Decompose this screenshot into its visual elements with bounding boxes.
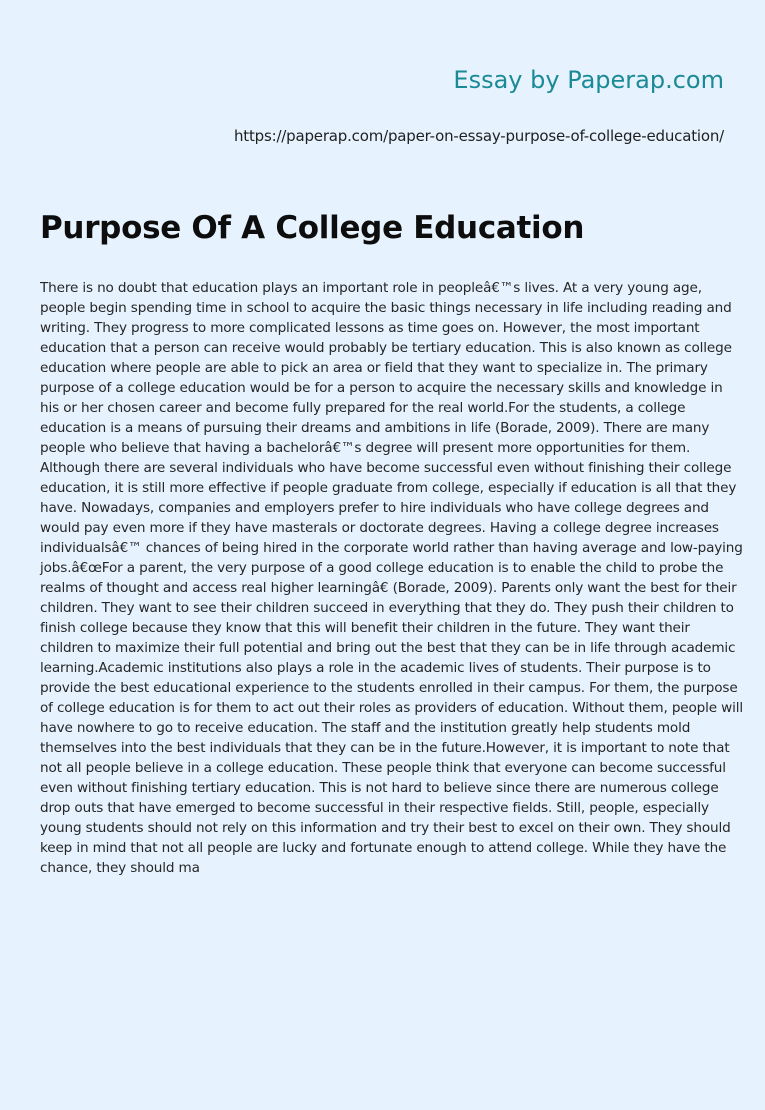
page-title: Purpose Of A College Education — [40, 210, 585, 246]
essay-line: education, it is still more effective if people graduate from college, especially if education is all that they — [40, 480, 737, 496]
essay-line: of college education is for them to act out their roles as providers of education. Without them, people will — [40, 700, 744, 716]
essay-line: his or her chosen career and become fully prepared for the real world.For the students, a college — [40, 400, 686, 416]
essay-line: people begin spending time in school to acquire the basic things necessary in life including reading and — [40, 300, 732, 316]
essay-line: have. Nowadays, companies and employers prefer to hire individuals who have college degrees and — [40, 500, 709, 516]
essay-line: themselves into the best individuals that they can be in the future.However, it is important to note that — [40, 740, 730, 756]
essay-line: would pay even more if they have masterals or doctorate degrees. Having a college degree increases — [40, 520, 719, 536]
essay-line: provide the best educational experience to the students enrolled in their campus. For them, the purpose — [40, 680, 738, 696]
brand-link[interactable]: Essay by Paperap.com — [453, 66, 724, 94]
essay-line: chance, they should ma — [40, 860, 200, 876]
essay-line: learning.Academic institutions also plays a role in the academic lives of students. Their purpose is to — [40, 660, 711, 676]
essay-line: even without finishing tertiary education. This is not hard to believe since there are numerous college — [40, 780, 719, 796]
essay-line: young students should not rely on this information and try their best to excel on their own. They should — [40, 820, 731, 836]
essay-line: have nowhere to go to receive education. The staff and the institution greatly help students mold — [40, 720, 691, 736]
essay-line: realms of thought and access real higher learningâ€ (Borade, 2009). Parents only want the best for their — [40, 580, 737, 596]
essay-line: people who believe that having a bachelorâ€™s degree will present more opportunities for them. — [40, 440, 691, 456]
essay-line: education is a means of pursuing their dreams and ambitions in life (Borade, 2009). There are many — [40, 420, 710, 436]
essay-line: purpose of a college education would be for a person to acquire the necessary skills and knowledge in — [40, 380, 723, 396]
essay-line: children. They want to see their children succeed in everything that they do. They push their children to — [40, 600, 734, 616]
essay-line: jobs.â€œFor a parent, the very purpose of a good college education is to enable the child to probe the — [40, 560, 724, 576]
essay-line: drop outs that have emerged to become successful in their respective fields. Still, people, especially — [40, 800, 709, 816]
essay-line: Although there are several individuals who have become successful even without finishing their college — [40, 460, 732, 476]
essay-body — [40, 278, 744, 878]
essay-line: writing. They progress to more complicated lessons as time goes on. However, the most important — [40, 320, 700, 336]
source-url: https://paperap.com/paper-on-essay-purpose-of-college-education/ — [233, 127, 724, 145]
essay-line: finish college because they know that this will benefit their children in the future. They want their — [40, 620, 690, 636]
essay-line: There is no doubt that education plays an important role in peopleâ€™s lives. At a very young age, — [40, 280, 702, 296]
essay-line: individualsâ€™ chances of being hired in the corporate world rather than having average and low-paying — [40, 540, 743, 556]
essay-line: children to maximize their full potential and bring out the best that they can be in life through academic — [40, 640, 736, 656]
essay-line: education that a person can receive would probably be tertiary education. This is also known as college — [40, 340, 732, 356]
essay-line: not all people believe in a college education. These people think that everyone can become successful — [40, 760, 726, 776]
essay-line: education where people are able to pick an area or field that they want to specialize in. The primary — [40, 360, 708, 376]
essay-line: keep in mind that not all people are lucky and fortunate enough to attend college. While they have the — [40, 840, 727, 856]
